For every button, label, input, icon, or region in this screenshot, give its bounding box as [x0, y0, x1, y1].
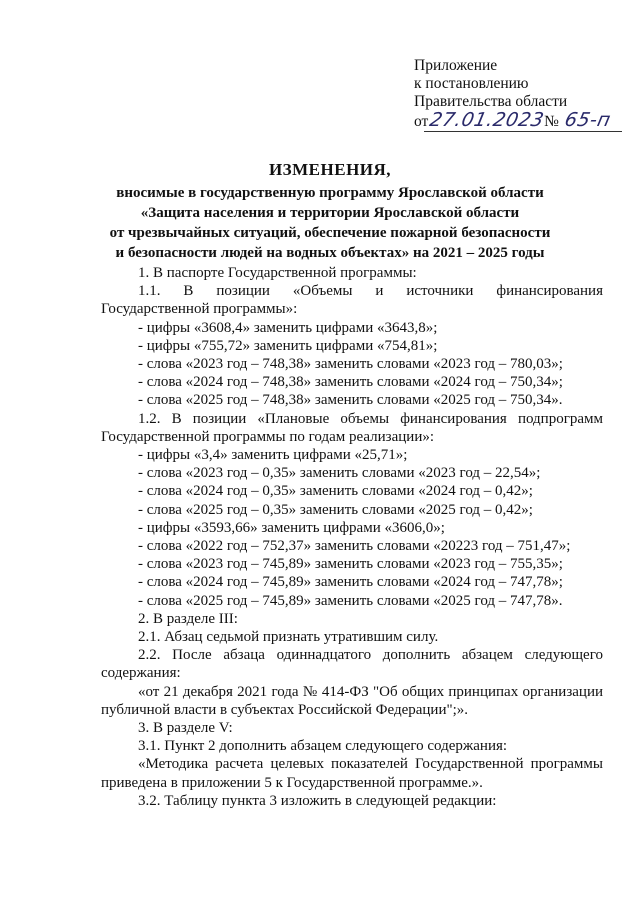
paragraph-line: - цифры «3608,4» заменить цифрами «3643,8»; — [138, 319, 438, 336]
paragraph-line: 2. В разделе III: — [138, 610, 238, 627]
title-line: от чрезвычайных ситуаций, обеспечение пожарной безопасности — [109, 225, 551, 241]
paragraph-line: Государственной программы по годам реализации»: — [101, 428, 435, 445]
paragraph-line: Государственной программы»: — [101, 301, 298, 318]
paragraph-line: - слова «2023 год – 0,35» заменить словами «2023 год – 22,54»; — [138, 465, 541, 482]
paragraph-line: 3. В разделе V: — [138, 720, 233, 737]
paragraph-line: 3.2. Таблицу пункта 3 изложить в следующей редакции: — [138, 792, 497, 809]
paragraph-line: 2.1. Абзац седьмой признать утратившим силу. — [138, 629, 439, 646]
decree-date-line — [414, 109, 613, 131]
appendix-block — [414, 57, 613, 131]
paragraph-line: 1. В паспорте Государственной программы: — [138, 265, 417, 281]
title-line: «Защита населения и территории Ярославской области — [140, 205, 520, 221]
appendix-line: Правительства области — [414, 93, 568, 110]
paragraph-line: - цифры «3593,66» заменить цифрами «3606,0»; — [138, 519, 445, 536]
paragraph-line: 1.1. В позиции «Объемы и источники финансирования — [138, 283, 603, 300]
paragraph-line: «от 21 декабря 2021 года № 414-ФЗ "Об общих принципах организации — [138, 683, 603, 700]
paragraph-line: - слова «2023 год – 745,89» заменить словами «2023 год – 755,35»; — [138, 556, 563, 573]
paragraph-line: - слова «2025 год – 745,89» заменить словами «2025 год – 747,78». — [138, 592, 563, 609]
handwritten-number: 65-п — [562, 109, 613, 131]
paragraph-line: 3.1. Пункт 2 дополнить абзацем следующего содержания: — [138, 738, 508, 755]
title-main: ИЗМЕНЕНИЯ, — [268, 160, 392, 179]
paragraph-line: - слова «2024 год – 745,89» заменить словами «2024 год – 747,78»; — [138, 574, 563, 591]
paragraph-line: «Методика расчета целевых показателей Государственной программы — [138, 756, 603, 773]
paragraph-line: - слова «2024 год – 748,38» заменить словами «2024 год – 750,34»; — [138, 374, 563, 391]
signature-underline — [424, 131, 622, 132]
number-prefix: № — [544, 113, 559, 130]
document-title — [90, 160, 570, 263]
paragraph-line: публичной власти в субъектах Российской Федерации";». — [101, 701, 469, 718]
paragraph-line: - слова «2023 год – 748,38» заменить словами «2023 год – 780,03»; — [138, 356, 563, 373]
paragraph-line: 2.2. После абзаца одиннадцатого дополнить абзацем следующего — [138, 647, 603, 664]
handwritten-date: 27.01.2023 — [427, 109, 547, 131]
paragraph-line: - слова «2024 год – 0,35» заменить словами «2024 год – 0,42»; — [138, 483, 533, 500]
title-line: и безопасности людей на водных объектах» на 2021 – 2025 годы — [115, 245, 545, 261]
date-prefix: от — [414, 113, 429, 130]
paragraph-line: - слова «2022 год – 752,37» заменить словами «20223 год – 751,47»; — [138, 538, 571, 555]
paragraph-line: - цифры «3,4» заменить цифрами «25,71»; — [138, 447, 408, 464]
paragraph-line: - цифры «755,72» заменить цифрами «754,81»; — [138, 337, 438, 354]
paragraph-line: 1.2. В позиции «Плановые объемы финансирования подпрограмм — [138, 410, 603, 427]
appendix-line: Приложение — [414, 57, 498, 74]
paragraph-line: содержания: — [101, 665, 181, 682]
paragraph-line: - слова «2025 год – 0,35» заменить словами «2025 год – 0,42»; — [138, 501, 533, 518]
title-line: вносимые в государственную программу Ярославской области — [116, 185, 544, 201]
paragraph-line: приведена в приложении 5 к Государственной программе.». — [101, 774, 483, 791]
paragraph-line: - слова «2025 год – 748,38» заменить словами «2025 год – 750,34». — [138, 392, 563, 409]
appendix-line: к постановлению — [414, 75, 529, 92]
document-body — [101, 264, 603, 810]
